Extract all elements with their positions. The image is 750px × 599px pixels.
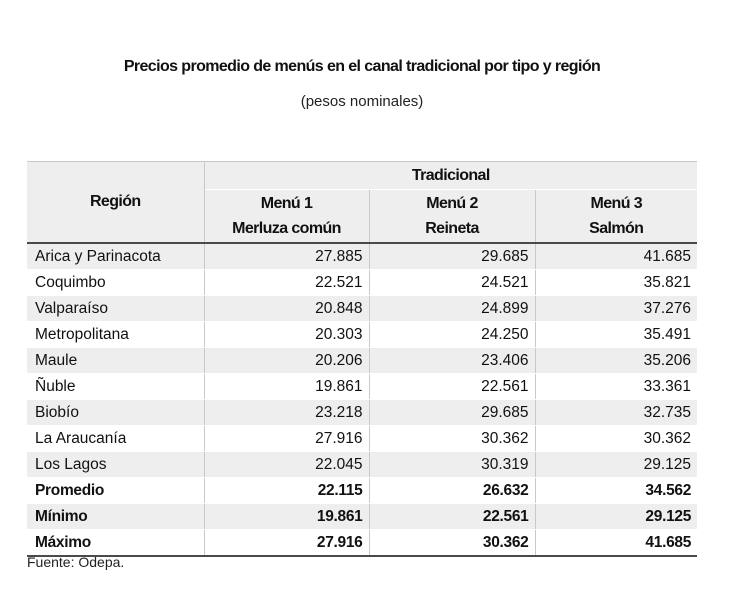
summary-row-minimo [27, 504, 697, 530]
menu-3-cell: 29.125 [535, 504, 697, 530]
menu-1-cell: 27.916 [204, 426, 369, 452]
menu-3-cell: 29.125 [535, 452, 697, 478]
menu-2-name: Reineta [425, 220, 479, 237]
menu-2-cell: 24.899 [369, 296, 535, 322]
table-row [27, 374, 697, 400]
region-cell: La Araucanía [27, 426, 204, 452]
summary-label: Promedio [27, 478, 204, 504]
table-row [27, 426, 697, 452]
region-cell: Ñuble [27, 374, 204, 400]
menu-3-number: Menú 3 [590, 195, 643, 212]
prices-table [27, 161, 697, 557]
table-title: Precios promedio de menús en el canal tradicional por tipo y región [123, 58, 601, 75]
menu-3-cell: 41.685 [535, 530, 697, 557]
table-row [27, 243, 697, 270]
region-cell: Coquimbo [27, 270, 204, 296]
menu-1-cell: 23.218 [204, 400, 369, 426]
table-row [27, 400, 697, 426]
menu-1-cell: 19.861 [204, 374, 369, 400]
menu-2-header [369, 190, 535, 244]
summary-label: Máximo [27, 530, 204, 557]
menu-3-cell: 35.491 [535, 322, 697, 348]
menu-3-cell: 35.206 [535, 348, 697, 374]
menu-1-name: Merluza común [232, 220, 341, 237]
region-cell: Biobío [27, 400, 204, 426]
group-header-tradicional: Tradicional [204, 162, 697, 190]
table-row [27, 270, 697, 296]
source-note: Fuente: Odepa. [27, 554, 125, 570]
menu-1-cell: 22.115 [204, 478, 369, 504]
menu-3-header [535, 190, 697, 244]
menu-3-cell: 41.685 [535, 243, 697, 270]
menu-2-cell: 26.632 [369, 478, 535, 504]
summary-row-maximo [27, 530, 697, 557]
menu-2-cell: 24.250 [369, 322, 535, 348]
menu-2-cell: 30.362 [369, 530, 535, 557]
menu-1-header [204, 190, 369, 244]
region-cell: Maule [27, 348, 204, 374]
table-row [27, 322, 697, 348]
menu-1-cell: 19.861 [204, 504, 369, 530]
menu-1-cell: 27.885 [204, 243, 369, 270]
menu-3-cell: 35.821 [535, 270, 697, 296]
region-column-header: Región [27, 162, 204, 244]
menu-3-cell: 30.362 [535, 426, 697, 452]
table-subtitle: (pesos nominales) [300, 93, 424, 110]
menu-1-cell: 27.916 [204, 530, 369, 557]
table-row [27, 452, 697, 478]
summary-row-promedio [27, 478, 697, 504]
summary-label: Mínimo [27, 504, 204, 530]
menu-2-cell: 29.685 [369, 243, 535, 270]
menu-2-cell: 29.685 [369, 400, 535, 426]
table-row [27, 296, 697, 322]
menu-3-cell: 37.276 [535, 296, 697, 322]
menu-3-cell: 33.361 [535, 374, 697, 400]
menu-1-cell: 22.521 [204, 270, 369, 296]
menu-1-cell: 20.848 [204, 296, 369, 322]
menu-3-cell: 32.735 [535, 400, 697, 426]
menu-1-cell: 20.303 [204, 322, 369, 348]
menu-2-cell: 22.561 [369, 374, 535, 400]
menu-2-cell: 24.521 [369, 270, 535, 296]
menu-3-cell: 34.562 [535, 478, 697, 504]
menu-1-cell: 22.045 [204, 452, 369, 478]
region-cell: Los Lagos [27, 452, 204, 478]
table-row [27, 348, 697, 374]
menu-2-cell: 22.561 [369, 504, 535, 530]
menu-2-cell: 30.319 [369, 452, 535, 478]
menu-2-cell: 30.362 [369, 426, 535, 452]
region-cell: Metropolitana [27, 322, 204, 348]
menu-1-number: Menú 1 [260, 195, 313, 212]
menu-3-name: Salmón [589, 220, 644, 237]
menu-2-cell: 23.406 [369, 348, 535, 374]
region-cell: Arica y Parinacota [27, 243, 204, 270]
menu-2-number: Menú 2 [426, 195, 478, 212]
menu-1-cell: 20.206 [204, 348, 369, 374]
region-cell: Valparaíso [27, 296, 204, 322]
